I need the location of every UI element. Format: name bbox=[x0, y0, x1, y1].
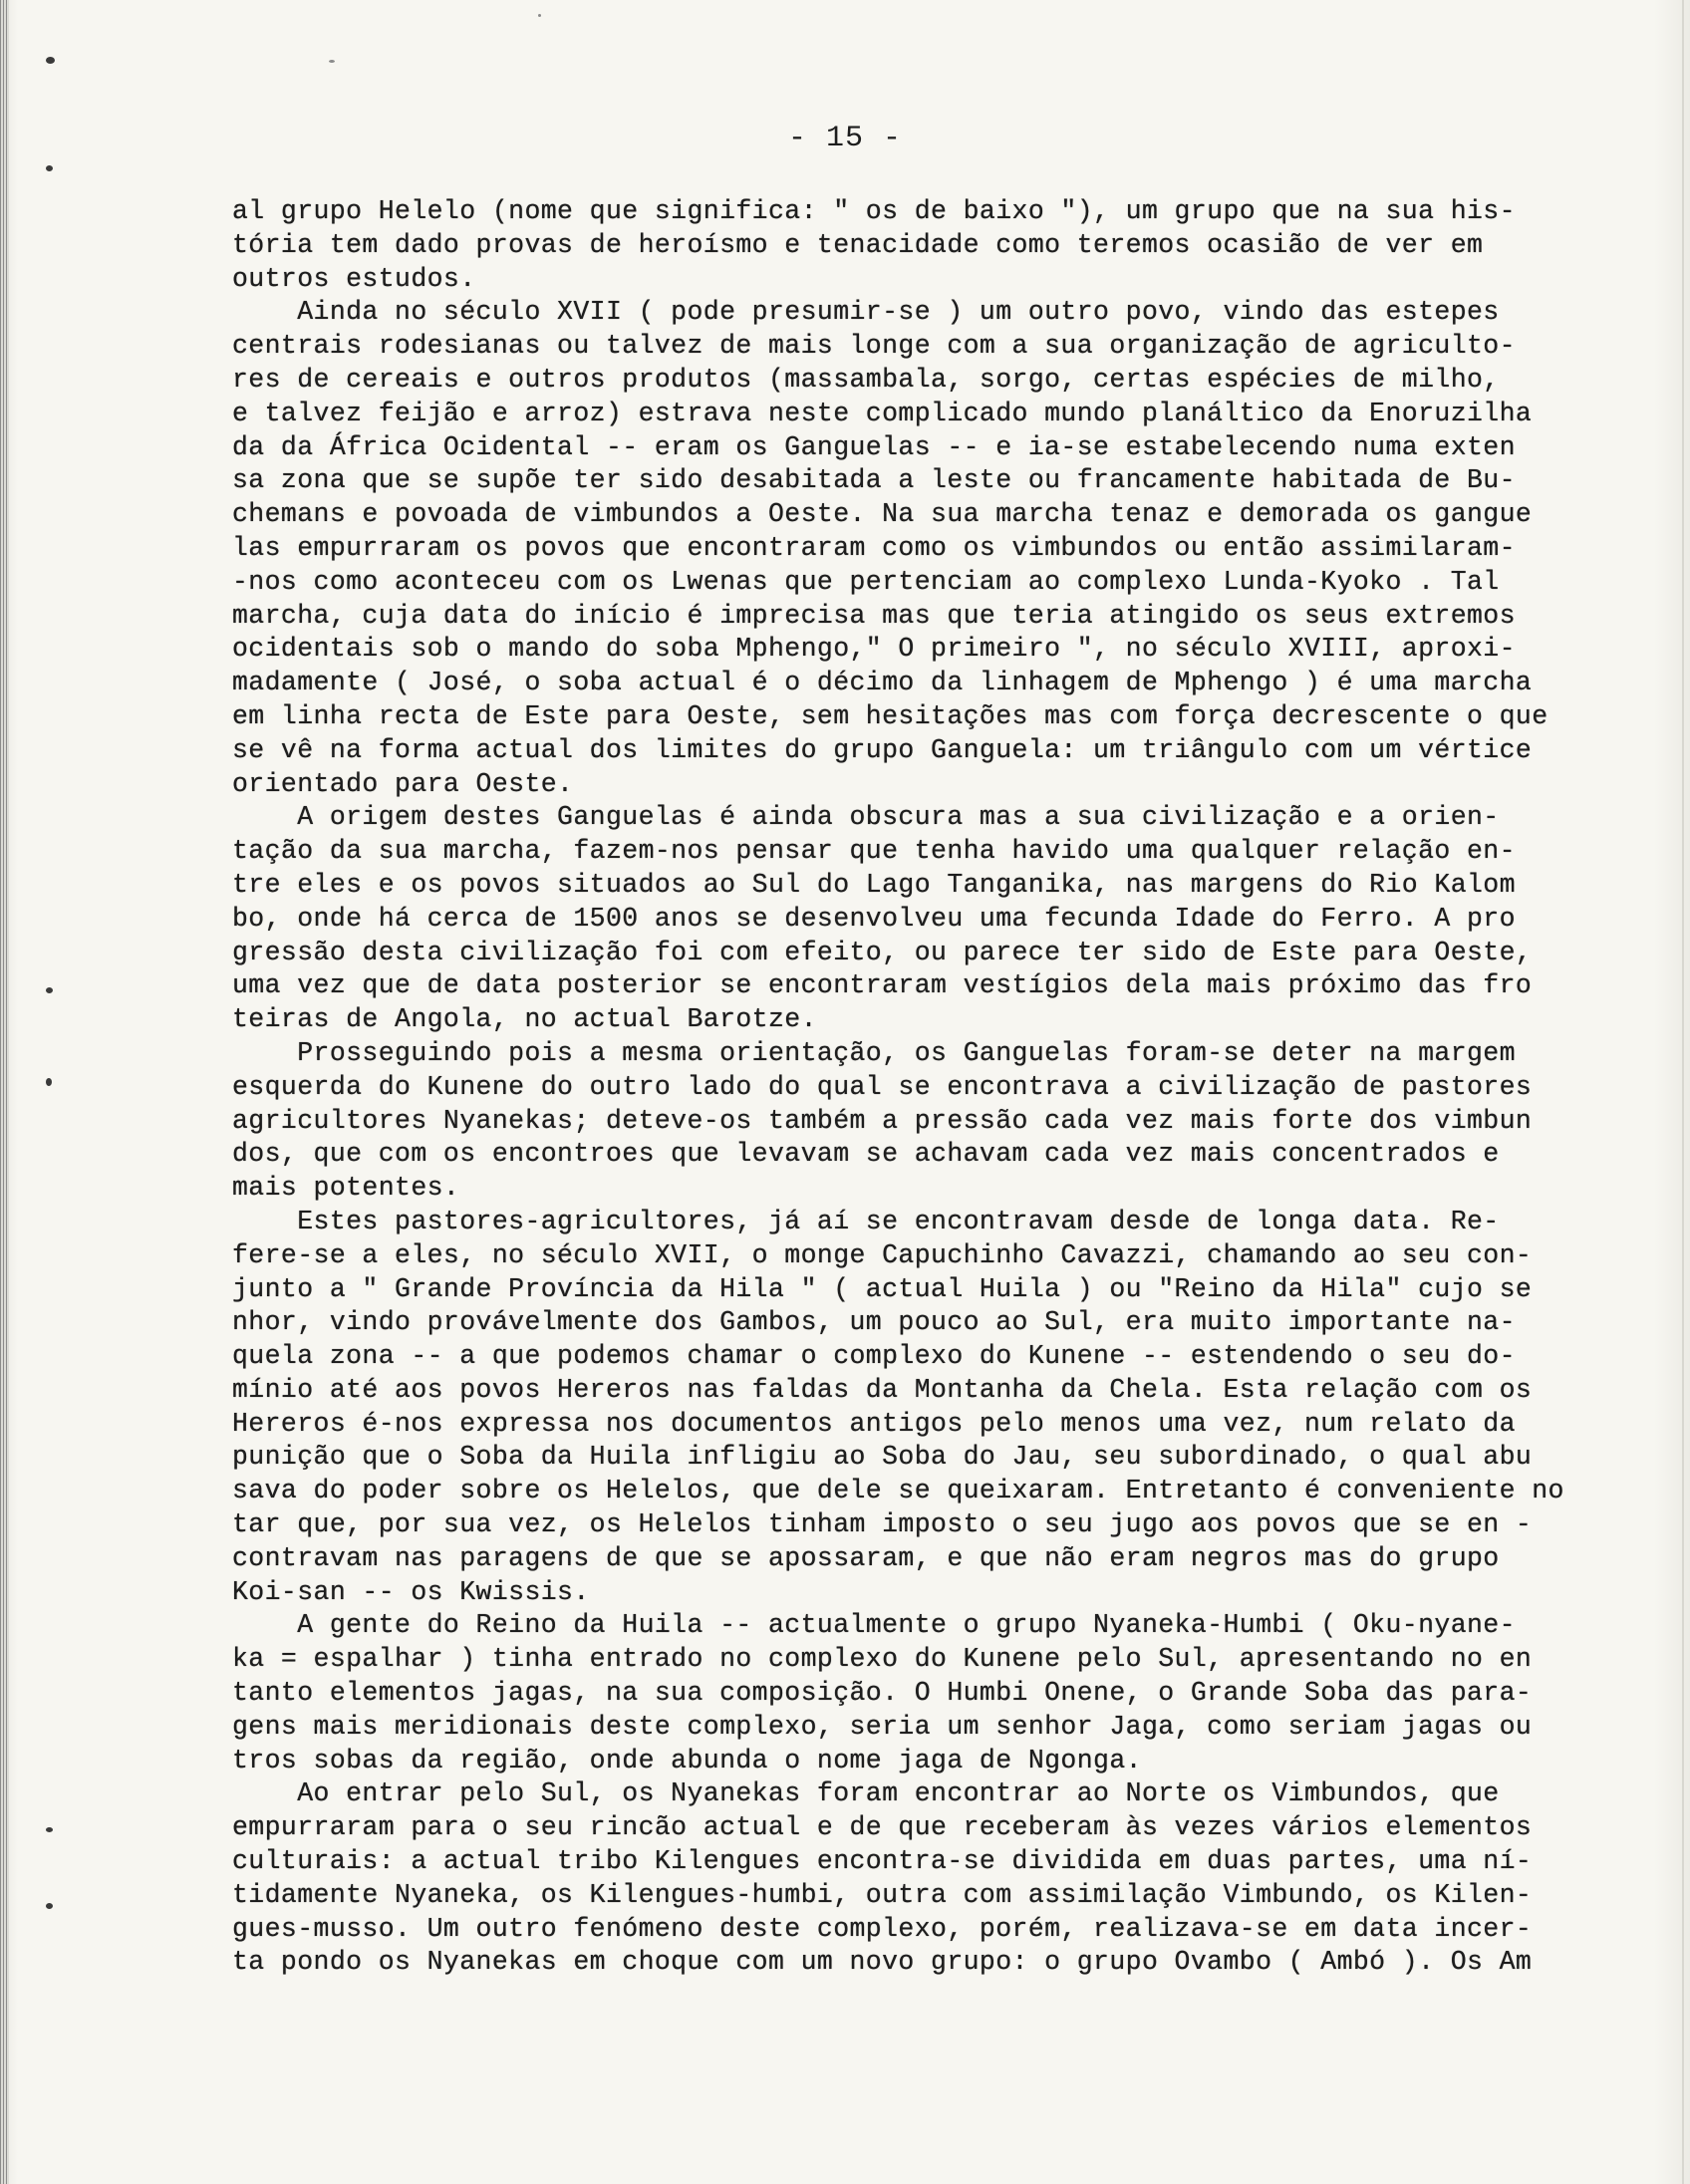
text-line: Prosseguindo pois a mesma orientação, os Ganguelas foram-se deter na margem bbox=[232, 1037, 1516, 1068]
text-line: centrais rodesianas ou talvez de mais longe com a sua organização de agriculto- bbox=[232, 331, 1516, 362]
text-line: orientado para Oeste. bbox=[232, 768, 574, 799]
text-line: sa zona que se supõe ter sido desabitada a leste ou francamente habitada de Bu- bbox=[232, 465, 1516, 496]
text-line: Koi-san -- os Kwissis. bbox=[232, 1576, 590, 1607]
text-line: ta pondo os Nyanekas em choque com um novo grupo: o grupo Ovambo ( Ambó ). Os Am bbox=[232, 1947, 1533, 1978]
scan-speck bbox=[538, 14, 541, 17]
text-line: madamente ( José, o soba actual é o décimo da linhagem de Mphengo ) é uma marcha bbox=[232, 668, 1533, 698]
text-line: dos, que com os encontroes que levavam se achavam cada vez mais concentrados e bbox=[232, 1139, 1500, 1170]
text-line: da da África Ocidental -- eram os Ganguelas -- e ia-se estabelecendo numa exten bbox=[232, 431, 1516, 462]
text-line: tação da sua marcha, fazem-nos pensar que tenha havido uma qualquer relação en- bbox=[232, 836, 1516, 867]
punch-mark bbox=[46, 987, 53, 993]
text-line: tros sobas da região, onde abunda o nome jaga de Ngonga. bbox=[232, 1745, 1142, 1775]
text-line: uma vez que de data posterior se encontraram vestígios dela mais próximo das fro bbox=[232, 970, 1533, 1001]
text-line: chemans e povoada de vimbundos a Oeste. Na sua marcha tenaz e demorada os gangue bbox=[232, 499, 1533, 530]
punch-mark bbox=[46, 57, 55, 64]
text-line: tidamente Nyaneka, os Kilengues-humbi, outra com assimilação Vimbundo, os Kilen- bbox=[232, 1879, 1533, 1910]
text-line: agricultores Nyanekas; deteve-os também a pressão cada vez mais forte dos vimbun bbox=[232, 1105, 1533, 1136]
body-text bbox=[232, 195, 1567, 1980]
text-line: punição que o Soba da Huila infligiu ao Soba do Jau, seu subordinado, o qual abu bbox=[232, 1442, 1533, 1473]
text-line: empurraram para o seu rincão actual e de que receberam às vezes vários elementos bbox=[232, 1812, 1533, 1843]
page-binding-edge bbox=[0, 0, 9, 2184]
text-line: em linha recta de Este para Oeste, sem hesitações mas com força decrescente o que bbox=[232, 700, 1549, 731]
punch-mark bbox=[46, 1903, 53, 1909]
text-line: outros estudos. bbox=[232, 263, 476, 294]
text-line: gens mais meridionais deste complexo, seria um senhor Jaga, como seriam jagas ou bbox=[232, 1711, 1533, 1742]
text-line: mínio até aos povos Hereros nas faldas da Montanha da Chela. Esta relação com os bbox=[232, 1374, 1533, 1405]
text-line: al grupo Helelo (nome que significa: " os de baixo "), um grupo que na sua his- bbox=[232, 196, 1516, 226]
punch-mark bbox=[46, 1827, 53, 1832]
text-line: mais potentes. bbox=[232, 1173, 460, 1204]
text-line: A gente do Reino da Huila -- actualmente o grupo Nyaneka-Humbi ( Oku-nyane- bbox=[232, 1610, 1516, 1641]
text-line: Ainda no século XVII ( pode presumir-se ) um outro povo, vindo das estepes bbox=[232, 297, 1500, 328]
text-line: tanto elementos jagas, na sua composição. O Humbi Onene, o Grande Soba das para- bbox=[232, 1678, 1533, 1709]
text-line: A origem destes Ganguelas é ainda obscura mas a sua civilização e a orien- bbox=[232, 802, 1500, 833]
text-line: nhor, vindo provávelmente dos Gambos, um pouco ao Sul, era muito importante na- bbox=[232, 1307, 1516, 1338]
text-line: junto a " Grande Província da Hila " ( actual Huila ) ou "Reino da Hila" cujo se bbox=[232, 1273, 1533, 1304]
text-line: Estes pastores-agricultores, já aí se encontravam desde de longa data. Re- bbox=[232, 1206, 1500, 1236]
text-line: las empurraram os povos que encontraram como os vimbundos ou então assimilaram- bbox=[232, 532, 1516, 563]
text-line: fere-se a eles, no século XVII, o monge Capuchinho Cavazzi, chamando ao seu con- bbox=[232, 1239, 1533, 1270]
text-line: gressão desta civilização foi com efeito, ou parece ter sido de Este para Oeste, bbox=[232, 937, 1533, 967]
text-line: tre eles e os povos situados ao Sul do Lago Tanganika, nas margens do Rio Kalom bbox=[232, 869, 1516, 900]
text-line: ocidentais sob o mando do soba Mphengo," O primeiro ", no século XVIII, aproxi- bbox=[232, 634, 1516, 665]
text-line: ka = espalhar ) tinha entrado no complexo do Kunene pelo Sul, apresentando no en bbox=[232, 1644, 1533, 1675]
text-line: sava do poder sobre os Helelos, que dele se queixaram. Entretanto é conveniente no bbox=[232, 1476, 1564, 1506]
text-line: marcha, cuja data do início é imprecisa mas que teria atingido os seus extremos bbox=[232, 600, 1516, 631]
text-line: bo, onde há cerca de 1500 anos se desenvolveu uma fecunda Idade do Ferro. A pro bbox=[232, 903, 1516, 934]
text-line: gues-musso. Um outro fenómeno deste complexo, porém, realizava-se em data incer- bbox=[232, 1913, 1533, 1944]
punch-mark bbox=[46, 165, 53, 171]
text-line: Ao entrar pelo Sul, os Nyanekas foram encontrar ao Norte os Vimbundos, que bbox=[232, 1778, 1500, 1809]
page-number: - 15 - bbox=[787, 122, 903, 155]
text-line: teiras de Angola, no actual Barotze. bbox=[232, 1004, 817, 1035]
text-line: res de cereais e outros produtos (massambala, sorgo, certas espécies de milho, bbox=[232, 364, 1500, 395]
text-line: tória tem dado provas de heroísmo e tenacidade como teremos ocasião de ver em bbox=[232, 229, 1484, 260]
scan-speck bbox=[329, 60, 335, 63]
text-line: esquerda do Kunene do outro lado do qual se encontrava a civilização de pastores bbox=[232, 1071, 1533, 1102]
text-line: contravam nas paragens de que se apossaram, e que não eram negros mas do grupo bbox=[232, 1542, 1500, 1573]
page-right-edge bbox=[1682, 0, 1684, 2184]
text-line: e talvez feijão e arroz) estrava neste complicado mundo planáltico da Enoruzilha bbox=[232, 398, 1533, 428]
text-line: Hereros é-nos expressa nos documentos antigos pelo menos uma vez, num relato da bbox=[232, 1408, 1516, 1439]
text-line: tar que, por sua vez, os Helelos tinham imposto o seu jugo aos povos que se en - bbox=[232, 1509, 1533, 1540]
text-line: -nos como aconteceu com os Lwenas que pertenciam ao complexo Lunda-Kyoko . Tal bbox=[232, 566, 1500, 597]
punch-mark bbox=[46, 1078, 52, 1086]
text-line: se vê na forma actual dos limites do grupo Ganguela: um triângulo com um vértice bbox=[232, 734, 1533, 765]
text-line: quela zona -- a que podemos chamar o complexo do Kunene -- estendendo o seu do- bbox=[232, 1341, 1516, 1372]
text-line: culturais: a actual tribo Kilengues encontra-se dividida em duas partes, uma ní- bbox=[232, 1846, 1533, 1877]
